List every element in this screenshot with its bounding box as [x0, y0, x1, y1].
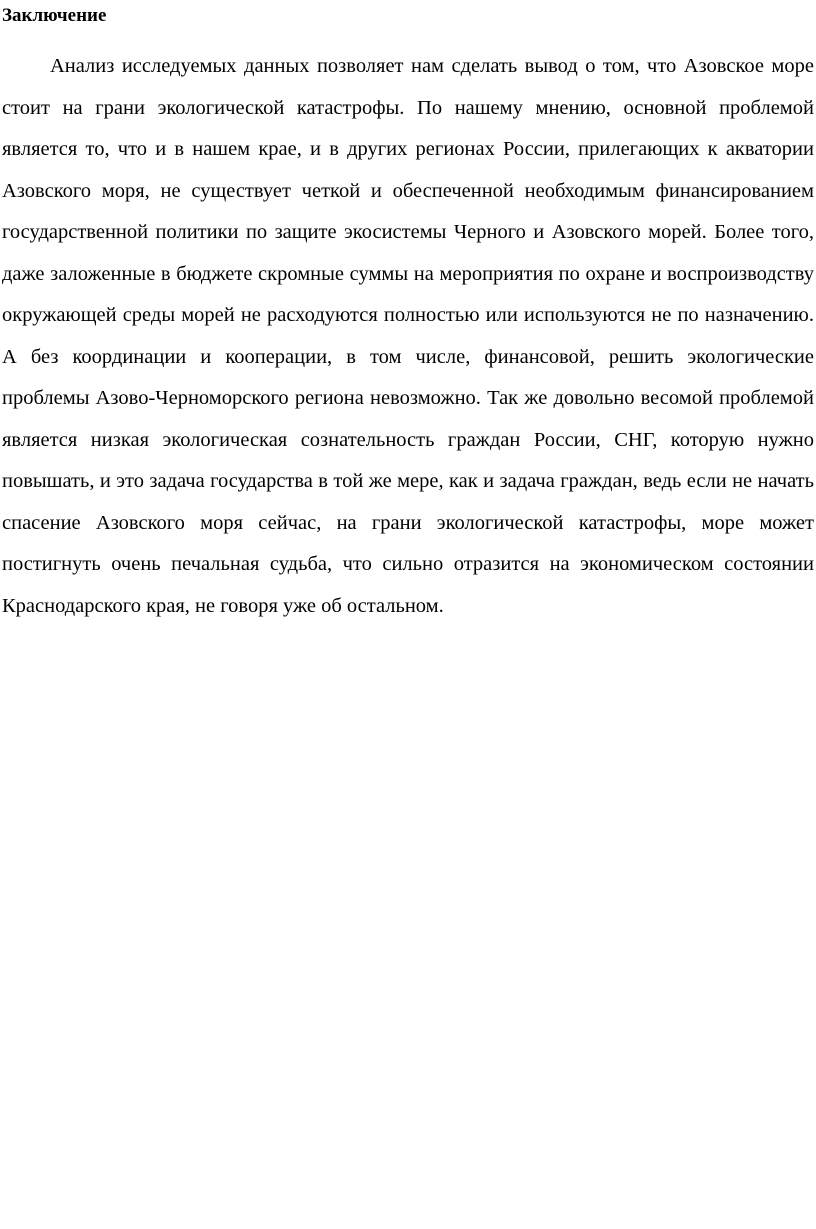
section-heading: Заключение — [2, 5, 107, 26]
conclusion-paragraph: Анализ исследуемых данных позволяет нам сделать вывод о том, что Азовское море стоит на грани экологической катастрофы. По нашему мнению, основной проблемой является то, что и в нашем крае, и в других регионах России, прилегающих к акватории Азовского моря, не существует четкой и обеспеченной необходимым финансированием государственной политики по защите экосистемы Черного и Азовского морей. Более того, даже заложенные в бюджете скромные суммы на мероприятия по охране и воспроизводству окружающей среды морей не расходуются полностью или используются не по назначению. А без координации и кооперации, в том числе, финансовой, решить экологические проблемы Азово-Черноморского региона невозможно. Так же довольно весомой проблемой является низкая экологическая сознательность граждан России, СНГ, которую нужно повышать, и это задача государства в той же мере, как и задача граждан, ведь если не начать спасение Азовского моря сейчас, на грани экологической катастрофы, море может постигнуть очень печальная судьба, что сильно отразится на экономическом состоянии Краснодарского края, не говоря уже об остальном. — [2, 55, 814, 617]
